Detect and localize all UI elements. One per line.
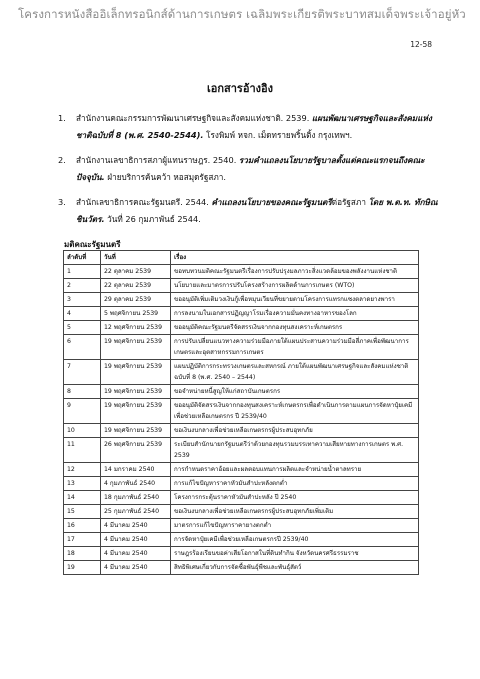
reference-date: วันที่ 26 กุมภาพันธ์ 2544.	[104, 214, 201, 224]
table-row	[64, 399, 419, 424]
table-row	[64, 335, 419, 360]
reference-speaker: โดย พ.ต.ท. ทักษิณ ชินวัตร.	[76, 197, 438, 224]
cell-subject: มาตรการแก้ไขปัญหาราคายางตกต่ำ	[171, 519, 419, 533]
reference-author: สำนักเลขาธิการคณะรัฐมนตรี. 2544.	[76, 197, 212, 207]
cell-date: 4 มีนาคม 2540	[101, 519, 171, 533]
reference-publisher: โรงพิมพ์ หจก. เม็ดทรายพริ้นติ้ง กรุงเทพฯ.	[203, 130, 353, 140]
table-row	[64, 463, 419, 477]
cell-number: 6	[64, 335, 101, 360]
cell-number: 14	[64, 491, 101, 505]
cell-subject: การแก้ไขปัญหาราคาหัวมันสำปะหลังตกต่ำ	[171, 477, 419, 491]
cell-number: 5	[64, 321, 101, 335]
table-row	[64, 519, 419, 533]
cell-date: 18 กุมภาพันธ์ 2540	[101, 491, 171, 505]
cell-subject: การจัดหาปุ๋ยเคมีเพื่อช่วยเหลือเกษตรกรปี 2539/40	[171, 533, 419, 547]
cell-number: 3	[64, 293, 101, 307]
cell-date: 19 พฤศจิกายน 2539	[101, 424, 171, 438]
cell-subject: การลงนามในเอกสารปฏิญญาโรมเรื่องความมั่นคงทางอาหารของโลก	[171, 307, 419, 321]
cell-number: 12	[64, 463, 101, 477]
table-row	[64, 293, 419, 307]
cell-date: 26 พฤศจิกายน 2539	[101, 438, 171, 463]
table-row	[64, 307, 419, 321]
cell-date: 22 ตุลาคม 2539	[101, 265, 171, 279]
cell-number: 18	[64, 547, 101, 561]
cell-subject: ขออนุมัติคณะรัฐมนตรีจัดสรรเงินจากกองทุนสงเคราะห์เกษตรกร	[171, 321, 419, 335]
reference-publisher: ฝ่ายบริการค้นคว้า หอสมุดรัฐสภา.	[104, 172, 226, 182]
reference-author: สำนักงานเลขาธิการสภาผู้แทนราษฎร. 2540.	[76, 155, 239, 165]
cell-date: 22 ตุลาคม 2539	[101, 279, 171, 293]
cell-subject: สิทธิพิเศษเกี่ยวกับการจัดซื้อพันธุ์พืชและพันธุ์สัตว์	[171, 561, 419, 575]
reference-item	[58, 152, 438, 186]
reference-item	[58, 110, 438, 144]
reference-number: 2.	[58, 155, 66, 165]
cell-date: 29 ตุลาคม 2539	[101, 293, 171, 307]
cell-number: 9	[64, 399, 101, 424]
cell-number: 2	[64, 279, 101, 293]
table-row	[64, 385, 419, 399]
cell-number: 11	[64, 438, 101, 463]
cell-number: 10	[64, 424, 101, 438]
table-row	[64, 424, 419, 438]
cell-subject: ขอจำหน่ายหนี้สูญให้แก่สถาบันเกษตรกร	[171, 385, 419, 399]
cell-subject: ระเบียบสำนักนายกรัฐมนตรีว่าด้วยกองทุนรวมบรรเทาความเสียหายทางการเกษตร พ.ศ. 2539	[171, 438, 419, 463]
reference-item	[58, 194, 438, 228]
cell-date: 4 มีนาคม 2540	[101, 533, 171, 547]
cell-date: 14 มกราคม 2540	[101, 463, 171, 477]
column-header-number: ลำดับที่	[64, 251, 101, 265]
cell-number: 13	[64, 477, 101, 491]
cell-date: 4 กุมภาพันธ์ 2540	[101, 477, 171, 491]
cell-date: 4 มีนาคม 2540	[101, 547, 171, 561]
cell-number: 4	[64, 307, 101, 321]
cell-subject: ขออนุมัติจัดสรรเงินจากกองทุนสงเคราะห์เกษตรกรเพื่อดำเนินการตามแผนการจัดหาปุ๋ยเคมีเพื่อช่วยเหลือเกษตรกร ปี 2539/40	[171, 399, 419, 424]
table-row	[64, 360, 419, 385]
cell-subject: ราษฎรร้องเรียนขอค่าเสียโอกาสในที่ดินทำกิน จังหวัดนครศรีธรรมราช	[171, 547, 419, 561]
table-row	[64, 321, 419, 335]
cell-subject: แผนปฏิบัติการกระทรวงเกษตรและสหกรณ์ ภายใต้แผนพัฒนาเศรษฐกิจและสังคมแห่งชาติ ฉบับที่ 8 (พ.ศ. 2540 – 2544)	[171, 360, 419, 385]
cell-subject: ขอเงินงบกลางเพื่อช่วยเหลือเกษตรกรผู้ประสบอุทกภัย	[171, 424, 419, 438]
table-row	[64, 491, 419, 505]
cell-number: 8	[64, 385, 101, 399]
cell-subject: โครงการกระตุ้นราคาหัวมันสำปะหลัง ปี 2540	[171, 491, 419, 505]
cell-date: 5 พฤศจิกายน 2539	[101, 307, 171, 321]
table-row	[64, 561, 419, 575]
reference-connector: ต่อรัฐสภา	[331, 197, 369, 207]
cell-number: 1	[64, 265, 101, 279]
cell-number: 16	[64, 519, 101, 533]
cell-number: 19	[64, 561, 101, 575]
cell-date: 19 พฤศจิกายน 2539	[101, 399, 171, 424]
table-row	[64, 547, 419, 561]
cell-number: 15	[64, 505, 101, 519]
reference-author: สำนักงานคณะกรรมการพัฒนาเศรษฐกิจและสังคมแห่งชาติ. 2539.	[76, 113, 312, 123]
reference-title: แผนพัฒนาเศรษฐกิจและสังคมแห่งชาติฉบับที่ 8 (พ.ศ. 2540-2544).	[76, 113, 432, 140]
table-row	[64, 438, 419, 463]
reference-title: รวมคำแถลงนโยบายรัฐบาลตั้งแต่คณะแรกจนถึงคณะปัจจุบัน.	[76, 155, 425, 182]
page-number: 12-58	[410, 40, 432, 49]
cell-date: 19 พฤศจิกายน 2539	[101, 360, 171, 385]
table-row	[64, 265, 419, 279]
reference-list	[58, 110, 438, 236]
cell-subject: นโยบายและมาตรการปรับโครงสร้างการผลิตด้านการเกษตร (WTO)	[171, 279, 419, 293]
column-header-subject: เรื่อง	[171, 251, 419, 265]
cell-date: 4 มีนาคม 2540	[101, 561, 171, 575]
cell-subject: ขอเงินงบกลางเพื่อช่วยเหลือเกษตรกรผู้ประสบอุทกภัยเพิ่มเติม	[171, 505, 419, 519]
cell-subject: การปรับเปลี่ยนแนวทางความร่วมมือภายใต้แผนประสานความร่วมมือสี่ภาคเพื่อพัฒนาการเกษตรและอุตสาหกรรมการเกษตร	[171, 335, 419, 360]
cell-date: 12 พฤศจิกายน 2539	[101, 321, 171, 335]
reference-title: คำแถลงนโยบายของคณะรัฐมนตรี	[211, 197, 332, 207]
reference-number: 3.	[58, 197, 66, 207]
cell-date: 19 พฤศจิกายน 2539	[101, 335, 171, 360]
running-header: โครงการหนังสืออิเล็กทรอนิกส์ด้านการเกษตร เฉลิมพระเกียรติพระบาทสมเด็จพระเจ้าอยู่หัว	[18, 7, 466, 21]
table-header-row	[64, 251, 419, 265]
column-header-date: วันที่	[101, 251, 171, 265]
cell-number: 17	[64, 533, 101, 547]
resolutions-table	[63, 250, 419, 575]
reference-number: 1.	[58, 113, 66, 123]
table-row	[64, 505, 419, 519]
cell-number: 7	[64, 360, 101, 385]
document-title: เอกสารอ้างอิง	[207, 82, 273, 95]
table-row	[64, 533, 419, 547]
section-heading: มติคณะรัฐมนตรี	[64, 240, 121, 249]
table-row	[64, 279, 419, 293]
cell-subject: ขออนุมัติเพิ่มเติมวงเงินกู้เพื่อหมุนเวียนที่ขยายตามโครงการแทรกแซงตลาดยางพารา	[171, 293, 419, 307]
cell-subject: ขอทบทวนมติคณะรัฐมนตรีเรื่องการปรับปรุงมลภาวะสิ่งแวดล้อมของพลังงานแห่งชาติ	[171, 265, 419, 279]
table-row	[64, 477, 419, 491]
cell-date: 25 กุมภาพันธ์ 2540	[101, 505, 171, 519]
cell-subject: การกำหนดราคาอ้อยและผลตอบแทนการผลิตและจำหน่ายน้ำตาลทราย	[171, 463, 419, 477]
cell-date: 19 พฤศจิกายน 2539	[101, 385, 171, 399]
